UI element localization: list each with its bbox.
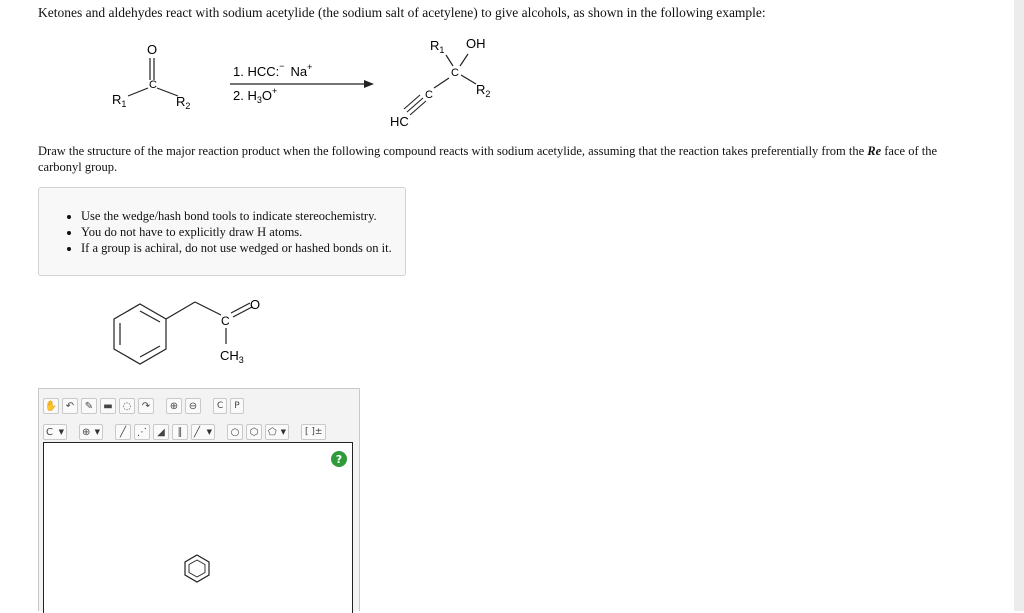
product-oh-label: OH <box>466 36 486 51</box>
reagent-1-label: 1. HCC:− Na+ <box>233 61 313 79</box>
question-text: Draw the structure of the major reaction product when the following compound reacts with sodium acetylide, assuming that the reaction takes preferentially from the Re face of the carbonyl group. <box>38 144 938 174</box>
ketone-r2-label: $R_2$ <box>176 94 191 111</box>
eraser-icon[interactable]: ▬ <box>100 398 116 414</box>
pencil-icon[interactable]: ✎ <box>81 398 97 414</box>
ketone-r2-bond <box>157 88 178 96</box>
bracket-tool[interactable]: [ ]± <box>301 424 326 440</box>
zoom-in-icon[interactable]: ⊕ <box>166 398 182 414</box>
product-hc-label: HC <box>390 114 409 129</box>
chevron-down-icon: ▼ <box>94 428 100 436</box>
window-edge <box>1014 0 1024 611</box>
atom-select[interactable]: C ▼ <box>43 424 67 440</box>
product-r2-bond <box>461 75 476 84</box>
single-bond-icon[interactable]: ╱ <box>115 424 131 440</box>
hash-bond-icon[interactable]: ⋰ <box>134 424 150 440</box>
product-r1-bond <box>446 55 453 66</box>
ketone-r1-bond <box>128 88 148 96</box>
hand-tool-icon[interactable]: ✋ <box>43 398 59 414</box>
ketone-r1-label: $R_1$ <box>112 92 127 109</box>
paste-button[interactable]: P <box>230 398 243 414</box>
undo-icon[interactable]: ↶ <box>62 398 78 414</box>
chevron-down-icon: ▼ <box>280 428 286 436</box>
wedge-bond-icon[interactable]: ◢ <box>153 424 169 440</box>
product-oh-bond <box>460 54 468 66</box>
ketone-c-label: C <box>149 79 157 91</box>
reaction-arrow-head <box>364 80 374 88</box>
editor-toolbar-bottom <box>43 421 326 443</box>
chevron-down-icon: ▼ <box>206 428 212 436</box>
intro-text: Ketones and aldehydes react with sodium acetylide (the sodium salt of acetylene) to give alcohols, as shown in the following example: <box>38 5 766 20</box>
benzene-template-icon[interactable] <box>182 553 212 583</box>
redo-icon[interactable]: ↷ <box>138 398 154 414</box>
instructions-box <box>38 187 406 276</box>
ketone-o-label: O <box>147 42 158 57</box>
help-button[interactable]: ? <box>331 451 347 467</box>
charge-select[interactable]: ⊕ ▼ <box>79 424 103 440</box>
hint-item: • Use the wedge/hash bond tools to indicate stereochemistry. <box>81 208 405 224</box>
carbonyl-bond-1 <box>231 303 250 313</box>
product-r1-label: $R_1$ <box>430 38 445 55</box>
methyl-label: $CH_3$ <box>220 348 244 365</box>
double-bond-icon[interactable]: ∥ <box>172 424 188 440</box>
carbonyl-c-label: C <box>221 314 230 328</box>
benzene-ring <box>114 304 166 364</box>
lasso-icon[interactable]: ◌ <box>119 398 135 414</box>
chevron-down-icon: ▼ <box>58 428 64 436</box>
copy-button[interactable]: C <box>213 398 227 414</box>
bond-select[interactable]: ╱ ▼ <box>191 424 215 440</box>
editor-toolbar-top <box>43 395 244 417</box>
re-face-emphasis: Re <box>867 144 882 158</box>
reactant-structure <box>100 292 300 372</box>
product-c-label: C <box>451 67 459 79</box>
product-c-c-bond <box>434 78 449 88</box>
hint-item: • If a group is achiral, do not use wedged or hashed bonds on it. <box>81 240 405 256</box>
product-c2-label: C <box>425 89 433 101</box>
drawing-canvas[interactable] <box>43 442 353 613</box>
hint-item: • You do not have to explicitly draw H atoms. <box>81 224 405 240</box>
ring-select[interactable]: ⬠ ▼ <box>265 424 289 440</box>
zoom-out-icon[interactable]: ⊖ <box>185 398 201 414</box>
product-r2-label: $R_2$ <box>476 82 491 99</box>
reaction-scheme <box>100 30 520 134</box>
benzene-icon[interactable]: ⬡ <box>246 424 262 440</box>
structure-editor <box>38 388 360 611</box>
ch2-bond-2 <box>195 302 221 315</box>
carbonyl-o-label: O <box>250 297 261 312</box>
cyclopropane-icon[interactable]: ○ <box>227 424 243 440</box>
ch2-bond-1 <box>166 302 195 319</box>
reagent-2-label: 2. $H_3O^+$ <box>233 86 278 105</box>
